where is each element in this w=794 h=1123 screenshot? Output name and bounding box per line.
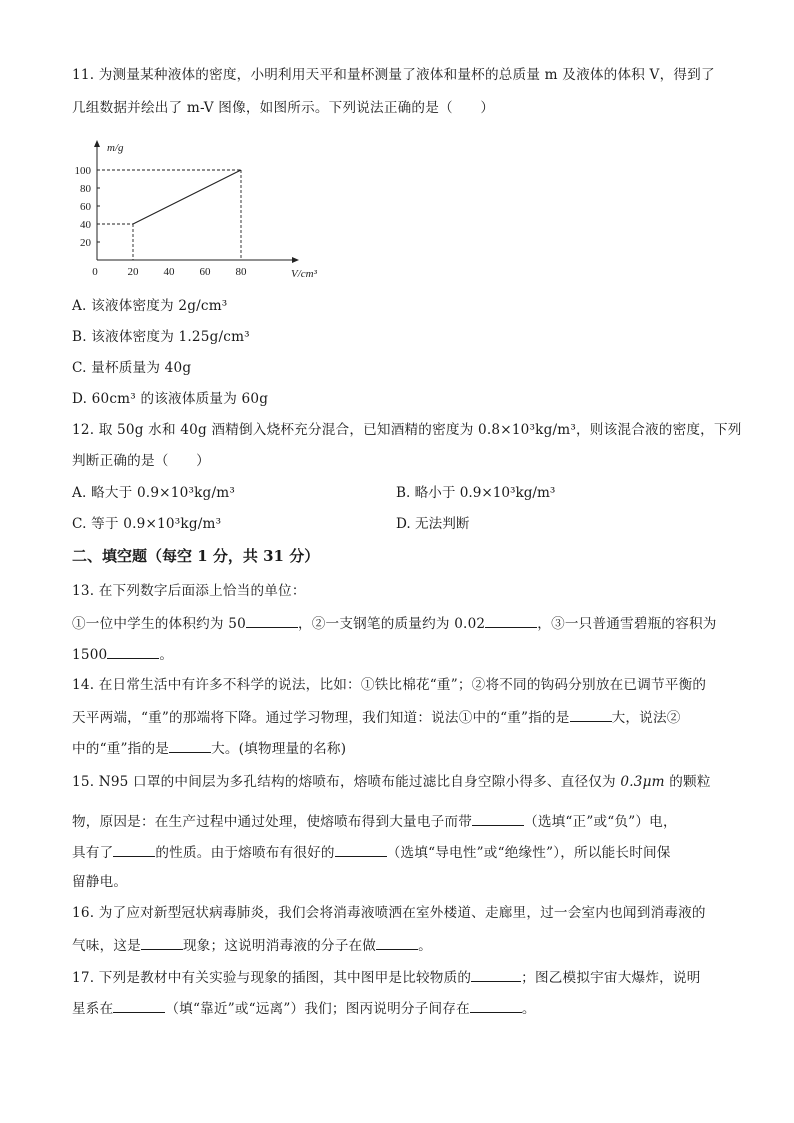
q11-option-b (72, 328, 250, 346)
q15-text-g: （选填“导电性”或“绝缘性”），所以能长时间保 (386, 845, 671, 861)
answer-blank[interactable] (169, 738, 211, 753)
q17-line1 (72, 967, 701, 987)
q13-stem: 13. 在下列数字后面添上恰当的单位： (72, 583, 306, 599)
q15-line4: 留静电。 (72, 874, 128, 890)
q11-option-b-text: 该液体密度为 1.25g/cm³ (91, 329, 250, 345)
q13-line3 (72, 644, 173, 664)
answer-blank[interactable] (246, 613, 298, 628)
q15-text-c: 物，原因是：在生产过程中通过处理，使熔喷布得到大量电子而带 (72, 814, 473, 830)
answer-blank[interactable] (141, 935, 183, 950)
q12-stem-line1: 12. 取 50g 水和 40g 酒精倒入烧杯充分混合，已知酒精的密度为 0.8×10³kg/m³，则该混合液的密度，下列 (72, 422, 742, 438)
x-tick-label-40: 40 (163, 266, 175, 278)
y-tick-label-100: 100 (74, 165, 91, 177)
answer-blank[interactable] (376, 935, 418, 950)
answer-blank[interactable] (570, 707, 612, 722)
q15-text-b: 的颗粒 (669, 774, 711, 790)
q17-line2 (72, 998, 536, 1018)
q11-option-c (72, 359, 191, 377)
answer-blank[interactable] (113, 842, 155, 857)
q13-text-a: ①一位中学生的体积约为 50 (72, 616, 246, 632)
q16-text-a: 气味，这是 (72, 938, 141, 954)
origin-label: 0 (92, 266, 98, 278)
q12-option-d: D. 无法判断 (396, 516, 470, 532)
answer-blank[interactable] (485, 613, 537, 628)
q14-text-c: 中的“重”指的是 (72, 741, 170, 757)
q11-option-a-text: 该液体密度为 2g/cm³ (91, 298, 228, 314)
answer-blank[interactable] (107, 644, 159, 659)
q17-text-d: （填“靠近”或“远离”）我们；图丙说明分子间存在 (165, 1001, 470, 1017)
q14-text-a: 天平两端，“重”的那端将下降。通过学习物理，我们知道：说法①中的“重”指的是 (72, 710, 570, 726)
x-tick-label-80: 80 (235, 266, 247, 278)
q16-stem-line1: 16. 为了应对新型冠状病毒肺炎，我们会将消毒液喷洒在室外楼道、走廊里，过一会室内也闻到消毒液的 (72, 905, 706, 921)
q11-option-d-letter: D. (72, 391, 88, 407)
y-tick-label-40: 40 (80, 219, 91, 231)
q11-option-d (72, 390, 268, 408)
answer-blank[interactable] (113, 998, 165, 1013)
q14-stem-line1: 14. 在日常生活中有许多不科学的说法，比如：①铁比棉花“重”；②将不同的钩码分别放在已调节平衡的 (72, 677, 707, 693)
q15-text-f: 的性质。由于熔喷布有很好的 (155, 845, 335, 861)
q15-line1 (72, 773, 711, 791)
y-tick-label-60: 60 (80, 201, 91, 213)
y-axis-label: m/g (107, 142, 124, 154)
q11-option-b-letter: B. (72, 329, 87, 345)
q16-text-b: 现象；这说明消毒液的分子在做 (182, 938, 377, 954)
q15-line3 (72, 842, 671, 862)
q13-line2 (72, 613, 717, 633)
q11-option-a-letter: A. (72, 298, 87, 314)
q17-text-a: 17. 下列是教材中有关实验与现象的插图，其中图甲是比较物质的 (72, 970, 472, 986)
y-tick-label-20: 20 (80, 237, 91, 249)
q17-text-b: ；图乙模拟宇宙大爆炸，说明 (521, 970, 701, 986)
q12-option-b: B. 略小于 0.9×10³kg/m³ (396, 485, 556, 501)
q11-option-c-letter: C. (72, 360, 87, 376)
q13-text-c: ，③一只普通雪碧瓶的容积为 (537, 616, 717, 632)
q12-stem-line2: 判断正确的是（ ） (72, 453, 210, 469)
q13-text-b: ，②一支钢笔的质量约为 0.02 (297, 616, 486, 632)
q11-stem-line2: 几组数据并绘出了 m-V 图像，如图所示。下列说法正确的是（ ） (72, 100, 495, 116)
x-tick-label-20: 20 (127, 266, 139, 278)
answer-blank[interactable] (472, 811, 524, 826)
q15-text-d: （选填“正”或“负”）电， (524, 814, 677, 830)
x-tick-label-60: 60 (199, 266, 211, 278)
q12-option-c: C. 等于 0.9×10³kg/m³ (72, 516, 222, 532)
q17-text-e: 。 (521, 1001, 536, 1017)
q14-line3 (72, 738, 346, 758)
q11-option-d-text: 60cm³ 的该液体质量为 60g (91, 391, 269, 407)
section-heading: 二、填空题（每空 1 分，共 31 分） (72, 547, 320, 565)
q15-text-e: 具有了 (72, 845, 114, 861)
q11-option-c-text: 量杯质量为 40g (91, 360, 192, 376)
q13-text-e: 。 (159, 647, 174, 663)
q15-line2 (72, 811, 677, 831)
answer-blank[interactable] (470, 998, 522, 1013)
q14-text-b: 大，说法② (611, 710, 681, 726)
q14-line2 (72, 707, 681, 727)
q11-stem-line1: 11. 为测量某种液体的密度，小明利用天平和量杯测量了液体和量杯的总质量 m 及液体的体积 V，得到了 (72, 67, 715, 83)
q16-line2 (72, 935, 432, 955)
q16-text-c: 。 (418, 938, 432, 954)
q14-text-d: 大。(填物理量的名称) (211, 741, 347, 757)
series-line-0 (133, 170, 241, 224)
mv-chart (60, 128, 350, 288)
x-axis-arrow (292, 257, 299, 263)
y-tick-label-80: 80 (80, 183, 91, 195)
q13-text-d: 1500 (72, 647, 108, 663)
q12-option-a: A. 略大于 0.9×10³kg/m³ (72, 485, 235, 501)
q11-option-a (72, 297, 227, 315)
q17-text-c: 星系在 (72, 1001, 114, 1017)
answer-blank[interactable] (335, 842, 387, 857)
x-axis-label: V/cm³ (291, 268, 317, 280)
answer-blank[interactable] (471, 967, 521, 982)
q15-text-a: 15. N95 口罩的中间层为多孔结构的熔喷布，熔喷布能过滤比自身空隙小得多、直径仅为 (72, 774, 616, 790)
q15-size: 0.3μm (620, 774, 665, 790)
y-axis-arrow (94, 140, 100, 147)
